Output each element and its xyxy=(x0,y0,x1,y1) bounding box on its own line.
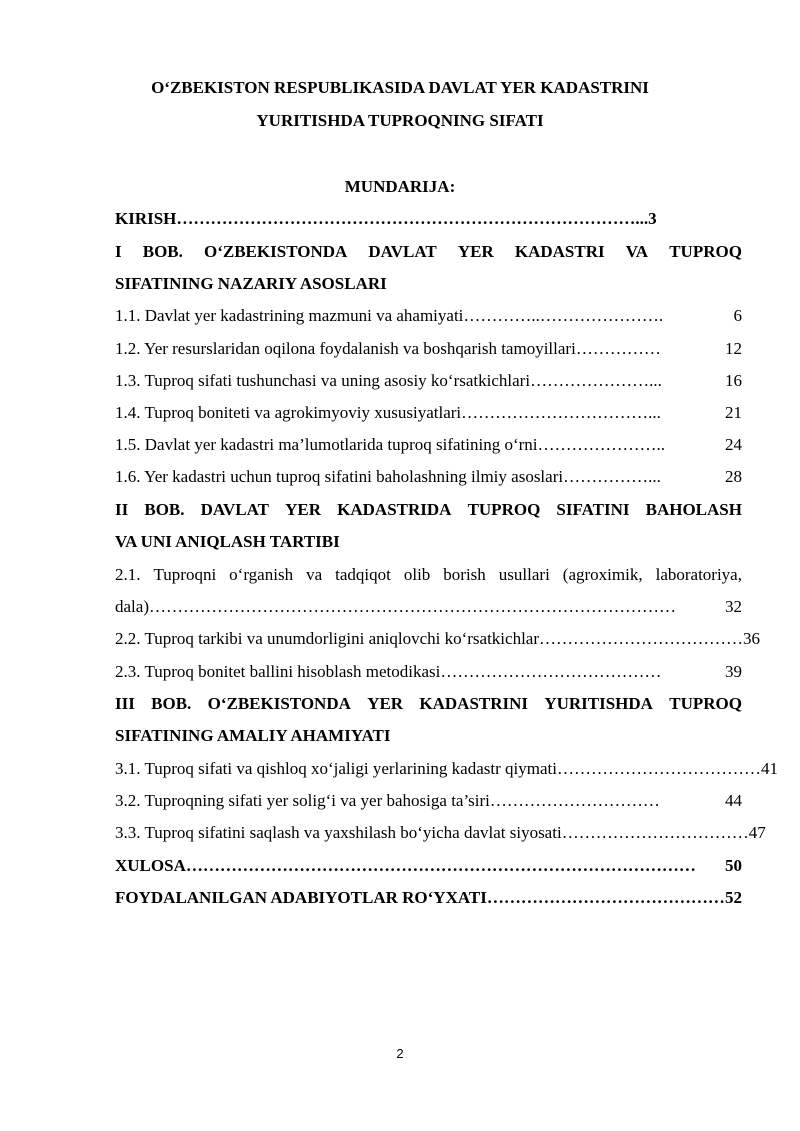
toc-entry-3-3[interactable] xyxy=(115,822,766,844)
entry-word: laboratoriya, xyxy=(655,565,742,584)
toc-leader-dots: …………………………………… xyxy=(486,888,725,907)
heading-word: YER xyxy=(457,242,494,261)
toc-entry-2-2[interactable] xyxy=(115,628,761,650)
toc-page-number: 52 xyxy=(725,888,742,907)
toc-entry-1-2[interactable] xyxy=(115,338,742,360)
toc-page-number: 44 xyxy=(725,791,742,810)
heading-word: O‘ZBEKISTONDA xyxy=(204,242,348,261)
heading-word: YER xyxy=(367,694,404,713)
heading-word: VA xyxy=(625,242,649,261)
heading-word: KADASTRI xyxy=(514,242,605,261)
toc-entry-1-6[interactable] xyxy=(115,466,742,488)
toc-leader-dots: ………………………………… xyxy=(440,662,662,681)
entry-word: usullari xyxy=(498,565,550,584)
toc-leader-dots: …………………... xyxy=(530,371,662,390)
toc-leader-dots: ……………... xyxy=(563,467,661,486)
document-title-line-1: O‘ZBEKISTON RESPUBLIKASIDA DAVLAT YER KADASTRINI xyxy=(151,78,649,97)
toc-entry-references[interactable] xyxy=(115,887,742,909)
toc-entry-label: KIRISH xyxy=(115,209,177,228)
toc-leader-dots: ………………………………………………………………………………… xyxy=(148,597,676,616)
toc-entry-1-1[interactable] xyxy=(115,305,742,327)
chapter-3-heading-line-2: SIFATINING AMALIY AHAMIYATI xyxy=(115,726,391,745)
toc-leader-dots: …………..…………………. xyxy=(463,306,664,325)
heading-word: YER xyxy=(285,500,322,519)
toc-entry-label: XULOSA xyxy=(115,856,186,875)
heading-word: BOB. xyxy=(142,242,183,261)
toc-entry-label: 2.2. Tuproq tarkibi va unumdorligini aniqlovchi ko‘rsatkichlar xyxy=(115,629,540,648)
heading-word: DAVLAT xyxy=(200,500,269,519)
toc-entry-label: dala) xyxy=(115,597,149,616)
entry-word: olib xyxy=(403,565,431,584)
toc-page-number: 24 xyxy=(725,435,742,454)
toc-entry-label: 3.3. Tuproq sifatini saqlash va yaxshilash bo‘yicha davlat siyosati xyxy=(115,823,562,842)
toc-leader-dots: ……………………………………………………………………………… xyxy=(185,856,696,875)
toc-entry-xulosa[interactable] xyxy=(115,855,742,877)
entry-word: 2.1. xyxy=(115,565,141,584)
heading-word: I xyxy=(115,242,122,261)
heading-word: II xyxy=(115,500,129,519)
toc-entry-label: 1.5. Davlat yer kadastri ma’lumotlarida tuproq sifatining o‘rni xyxy=(115,435,538,454)
toc-entry-2-1-line-2[interactable] xyxy=(115,596,742,618)
entry-word: o‘rganish xyxy=(229,565,294,584)
toc-page-number: 28 xyxy=(725,467,742,486)
toc-entry-label: 3.1. Tuproq sifati va qishloq xo‘jaligi yerlarining kadastr qiymati xyxy=(115,759,557,778)
heading-word: TUPROQ xyxy=(669,694,742,713)
entry-word: Tuproqni xyxy=(153,565,217,584)
toc-entry-label: 1.2. Yer resurslaridan oqilona foydalanish va boshqarish tamoyillari xyxy=(115,339,576,358)
entry-word: va xyxy=(306,565,323,584)
toc-leader-dots: …………… xyxy=(575,339,661,358)
heading-word: III xyxy=(115,694,135,713)
heading-word: TUPROQ xyxy=(669,242,742,261)
heading-word: TUPROQ xyxy=(467,500,541,519)
toc-page-number: 12 xyxy=(725,339,742,358)
toc-entry-label: 1.6. Yer kadastri uchun tuproq sifatini baholashning ilmiy asoslari xyxy=(115,467,564,486)
toc-entry-2-1-line-1[interactable] xyxy=(115,564,742,586)
toc-entry-kirish[interactable] xyxy=(115,208,742,230)
toc-entry-label: 1.3. Tuproq sifati tushunchasi va uning asosiy ko‘rsatkichlari xyxy=(115,371,531,390)
toc-entry-3-2[interactable] xyxy=(115,790,742,812)
heading-word: BOB. xyxy=(144,500,185,519)
toc-entry-2-3[interactable] xyxy=(115,661,742,683)
heading-word: SIFATINI xyxy=(556,500,630,519)
toc-entry-label: FOYDALANILGAN ADABIYOTLAR RO‘YXATI xyxy=(115,888,487,907)
toc-entry-1-5[interactable] xyxy=(115,434,742,456)
toc-page-number: 50 xyxy=(725,856,742,875)
toc-entry-1-3[interactable] xyxy=(115,370,742,392)
chapter-2-heading-line-1 xyxy=(115,499,742,521)
toc-leader-dots: ………………………… xyxy=(489,791,660,810)
entry-word: (agroximik, xyxy=(562,565,643,584)
chapter-2-heading-line-2: VA UNI ANIQLASH TARTIBI xyxy=(115,532,340,551)
toc-entry-label: 3.2. Tuproqning sifati yer solig‘i va yer bahosiga ta’siri xyxy=(115,791,490,810)
chapter-1-heading-line-1 xyxy=(115,241,742,263)
toc-leader-dots: ………………….. xyxy=(537,435,666,454)
heading-word: KADASTRINI xyxy=(419,694,529,713)
toc-leader-dots: ……………………………... xyxy=(461,403,661,422)
entry-word: tadqiqot xyxy=(335,565,391,584)
toc-leader-dots: ………………………………………………………………………... xyxy=(176,209,649,228)
heading-word: KADASTRIDA xyxy=(337,500,452,519)
toc-page-number: 39 xyxy=(725,662,742,681)
toc-page-number: 3 xyxy=(648,209,657,228)
toc-page-number: 47 xyxy=(748,823,766,842)
toc-page-number: 21 xyxy=(725,403,742,422)
toc-entry-1-4[interactable] xyxy=(115,402,742,424)
toc-entry-label: 1.1. Davlat yer kadastrining mazmuni va ahamiyati xyxy=(115,306,464,325)
toc-entry-label: 1.4. Tuproq boniteti va agrokimyoviy xususiyatlari xyxy=(115,403,462,422)
heading-word: DAVLAT xyxy=(368,242,437,261)
toc-leader-dots: ……………………………… xyxy=(556,759,761,778)
page-number: 2 xyxy=(396,1046,404,1061)
heading-word: BOB. xyxy=(151,694,192,713)
heading-word: YURITISHDA xyxy=(544,694,653,713)
contents-heading: MUNDARIJA: xyxy=(344,177,456,196)
toc-page-number: 6 xyxy=(733,306,742,325)
toc-leader-dots: ……………………………… xyxy=(539,629,744,648)
toc-page-number: 32 xyxy=(725,597,742,616)
heading-word: O‘ZBEKISTONDA xyxy=(207,694,351,713)
toc-entry-label: 2.3. Tuproq bonitet ballini hisoblash metodikasi xyxy=(115,662,441,681)
heading-word: BAHOLASH xyxy=(645,500,742,519)
toc-page-number: 16 xyxy=(725,371,742,390)
document-title-line-2: YURITISHDA TUPROQNING SIFATI xyxy=(256,111,544,130)
toc-page-number: 41 xyxy=(760,759,778,778)
chapter-1-heading-line-2: SIFATINING NAZARIY ASOSLARI xyxy=(115,274,387,293)
entry-word: borish xyxy=(443,565,486,584)
toc-leader-dots: …………………………… xyxy=(561,823,749,842)
chapter-3-heading-line-1 xyxy=(115,693,742,715)
toc-page-number: 36 xyxy=(743,629,761,648)
toc-entry-3-1[interactable] xyxy=(115,758,778,780)
